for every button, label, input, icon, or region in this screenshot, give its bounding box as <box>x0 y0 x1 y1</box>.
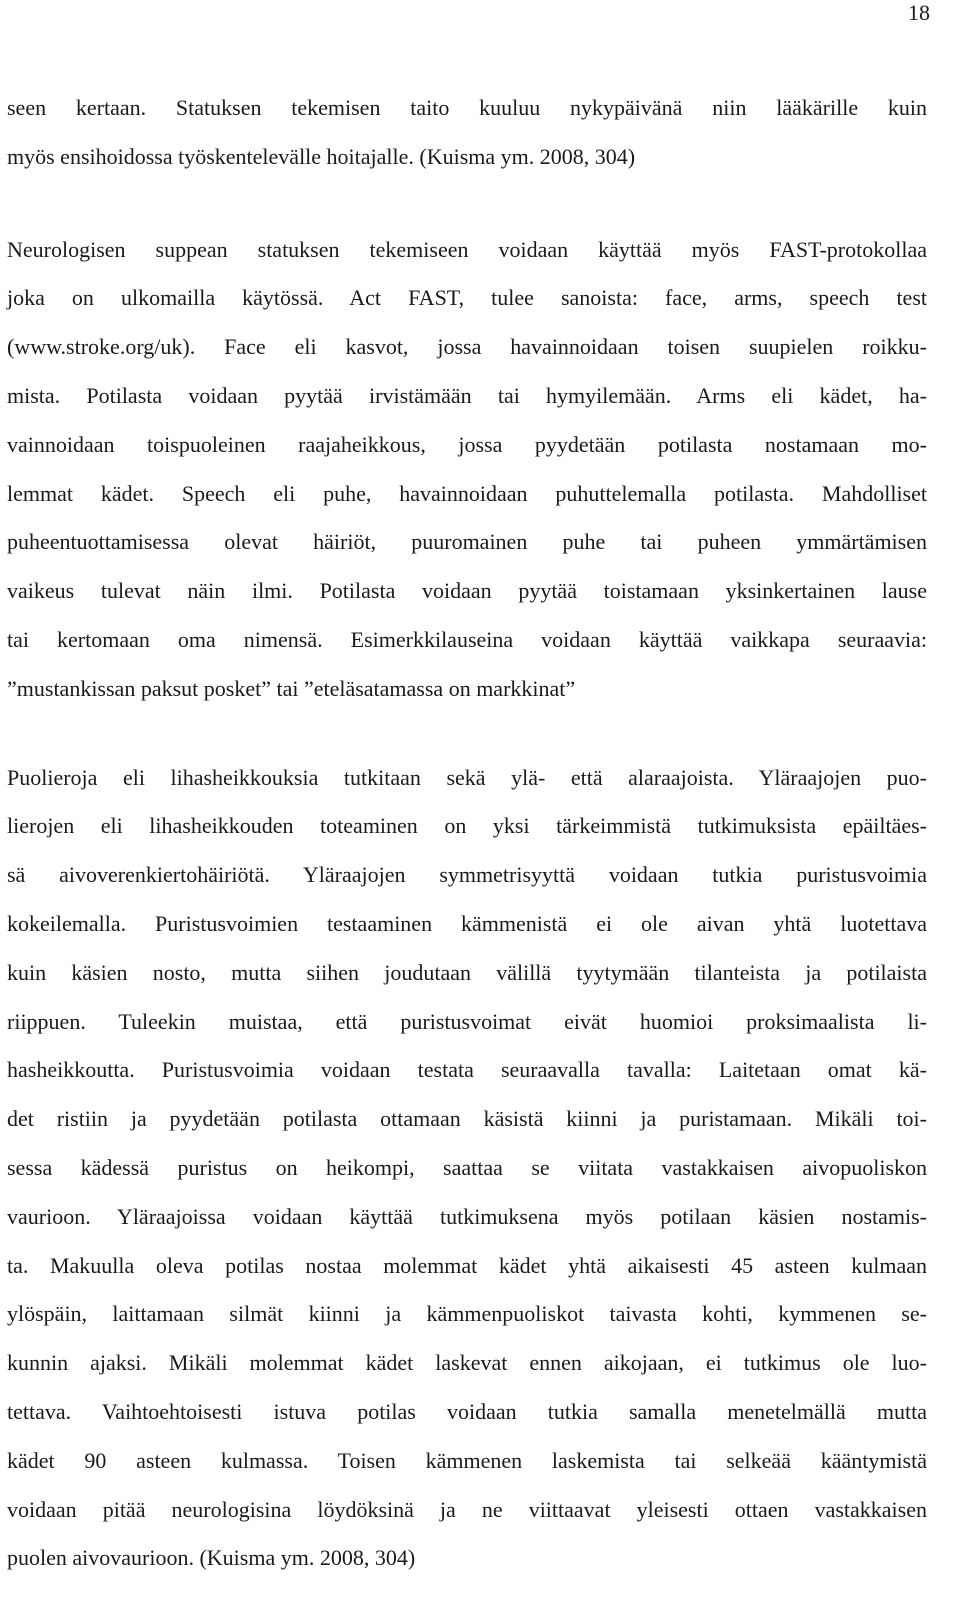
text-line: lierojen eli lihasheikkouden toteaminen on yksi tärkeimmistä tutkimuksista epäiltäes- <box>7 813 927 839</box>
paragraph-1 <box>7 84 927 182</box>
text-line: kuin käsien nosto, mutta siihen joudutaan välillä tyytymään tilanteista ja potilaista <box>7 959 927 985</box>
text-line: ”mustankissan paksut posket” tai ”eteläsatamassa on markkinat” <box>7 675 576 701</box>
text-line: seen kertaan. Statuksen tekemisen taito kuuluu nykypäivänä niin lääkärille kuin <box>7 95 927 120</box>
text-line: mista. Potilasta voidaan pyytää irvistämään tai hymyilemään. Arms eli kädet, ha- <box>7 382 927 408</box>
text-line: vaurioon. Yläraajoissa voidaan käyttää tutkimuksena myös potilaan käsien nostamis- <box>7 1203 927 1229</box>
paragraph-2 <box>7 226 927 714</box>
text-line: hasheikkoutta. Puristusvoimia voidaan testata seuraavalla tavalla: Laitetaan omat kä- <box>7 1057 927 1083</box>
paragraph-gap <box>7 182 927 226</box>
text-line: tai kertomaan oma nimensä. Esimerkkilauseina voidaan käyttää vaikkapa seuraavia: <box>7 626 927 652</box>
text-line: puolen aivovaurioon. (Kuisma ym. 2008, 304) <box>7 1545 416 1571</box>
text-line: kokeilemalla. Puristusvoimien testaaminen kämmenistä ei ole aivan yhtä luotettava <box>7 910 927 936</box>
text-line: vaikeus tulevat näin ilmi. Potilasta voidaan pyytää toistamaan yksinkertainen lause <box>7 578 927 604</box>
text-line: puheentuottamisessa olevat häiriöt, puuromainen puhe tai puheen ymmärtämisen <box>7 529 927 555</box>
text-line: sessa kädessä puristus on heikompi, saattaa se viitata vastakkaisen aivopuoliskon <box>7 1154 927 1180</box>
document-body <box>7 84 927 1583</box>
paragraph-gap <box>7 714 927 754</box>
text-line: kädet 90 asteen kulmassa. Toisen kämmenen laskemista tai selkeää kääntymistä <box>7 1447 927 1473</box>
text-line: lemmat kädet. Speech eli puhe, havainnoidaan puhuttelemalla potilasta. Mahdolliset <box>7 480 927 506</box>
text-line: voidaan pitää neurologisina löydöksinä ja ne viittaavat yleisesti ottaen vastakkaisen <box>7 1496 927 1522</box>
text-line: tettava. Vaihtoehtoisesti istuva potilas voidaan tutkia samalla menetelmällä mutta <box>7 1398 927 1424</box>
page-number: 18 <box>908 0 930 25</box>
text-line: (www.stroke.org/uk). Face eli kasvot, jossa havainnoidaan toisen suupielen roikku- <box>7 334 927 360</box>
text-line: vainnoidaan toispuoleinen raajaheikkous, jossa pyydetään potilasta nostamaan mo- <box>7 431 927 457</box>
text-line: myös ensihoidossa työskentelevälle hoitajalle. (Kuisma ym. 2008, 304) <box>7 143 636 169</box>
text-line: Puolieroja eli lihasheikkouksia tutkitaan sekä ylä- että alaraajoista. Yläraajojen puo- <box>7 764 927 790</box>
text-line: ta. Makuulla oleva potilas nostaa molemmat kädet yhtä aikaisesti 45 asteen kulmaan <box>7 1252 927 1278</box>
text-line: kunnin ajaksi. Mikäli molemmat kädet laskevat ennen aikojaan, ei tutkimus ole luo- <box>7 1350 927 1376</box>
text-line: sä aivoverenkiertohäiriötä. Yläraajojen symmetrisyyttä voidaan tutkia puristusvoimia <box>7 862 927 888</box>
text-line: det ristiin ja pyydetään potilasta ottamaan käsistä kiinni ja puristamaan. Mikäli toi- <box>7 1106 927 1132</box>
text-line: riippuen. Tuleekin muistaa, että puristusvoimat eivät huomioi proksimaalista li- <box>7 1008 927 1034</box>
text-line: Neurologisen suppean statuksen tekemiseen voidaan käyttää myös FAST-protokollaa <box>7 236 927 262</box>
text-line: joka on ulkomailla käytössä. Act FAST, tulee sanoista: face, arms, speech test <box>7 285 927 311</box>
text-line: ylöspäin, laittamaan silmät kiinni ja kämmenpuoliskot taivasta kohti, kymmenen se- <box>7 1301 927 1327</box>
paragraph-3 <box>7 754 927 1584</box>
